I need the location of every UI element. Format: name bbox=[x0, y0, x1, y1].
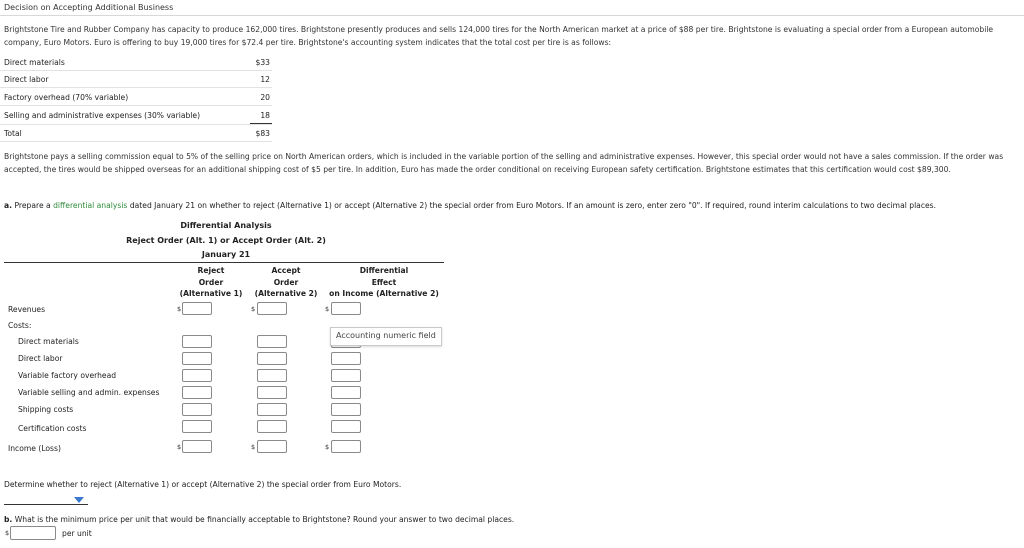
part-b-text: What is the minimum price per unit that would be financially acceptable to Brightstone? Round your answer to two decimal places. bbox=[14, 515, 515, 524]
differential-analysis-link[interactable]: differential analysis bbox=[53, 201, 128, 210]
analysis-subheading: Reject Order (Alt. 1) or Accept Order (Alt. 2) bbox=[126, 236, 326, 245]
currency-symbol: $ bbox=[251, 443, 256, 451]
page-title: Decision on Accepting Additional Business bbox=[4, 3, 174, 12]
header-line: Effect bbox=[371, 277, 397, 287]
currency-symbol: $ bbox=[177, 305, 182, 313]
minimum-price-input[interactable] bbox=[10, 526, 56, 540]
direct-labor-reject-input[interactable] bbox=[182, 352, 212, 365]
variable-factory-overhead-accept-input[interactable] bbox=[257, 369, 287, 382]
part-b-question bbox=[4, 515, 514, 524]
revenues-accept-input[interactable] bbox=[257, 302, 287, 315]
income-differential-input[interactable] bbox=[331, 440, 361, 453]
header-line: (Alternative 2) bbox=[254, 289, 318, 298]
table-top-rule bbox=[4, 262, 444, 263]
header-line: Reject bbox=[197, 266, 225, 275]
column-header-reject bbox=[172, 265, 250, 300]
direct-materials-accept-input[interactable] bbox=[257, 335, 287, 348]
analysis-date: January 21 bbox=[201, 250, 251, 259]
header-line: Order bbox=[198, 277, 224, 287]
currency-symbol: $ bbox=[5, 529, 10, 537]
certification-costs-reject-input[interactable] bbox=[182, 420, 212, 433]
title-divider bbox=[0, 15, 1024, 16]
row-divider bbox=[0, 141, 272, 142]
decision-dropdown[interactable] bbox=[4, 494, 88, 505]
row-label-direct-materials: Direct materials bbox=[18, 337, 79, 346]
row-label-costs: Costs: bbox=[8, 321, 32, 330]
row-divider bbox=[0, 124, 272, 125]
row-label-variable-selling-admin: Variable selling and admin. expenses bbox=[18, 388, 160, 397]
shipping-costs-reject-input[interactable] bbox=[182, 403, 212, 416]
cost-label: Selling and administrative expenses (30% variable) bbox=[4, 111, 201, 120]
direct-labor-accept-input[interactable] bbox=[257, 352, 287, 365]
variable-selling-admin-reject-input[interactable] bbox=[182, 386, 212, 399]
cost-value: $83 bbox=[255, 129, 270, 138]
currency-symbol: $ bbox=[325, 305, 330, 313]
column-header-differential bbox=[322, 265, 446, 300]
numeric-field-tooltip: Accounting numeric field bbox=[330, 327, 442, 346]
cost-value: 12 bbox=[260, 75, 270, 84]
direct-labor-differential-input[interactable] bbox=[331, 352, 361, 365]
shipping-costs-accept-input[interactable] bbox=[257, 403, 287, 416]
income-reject-input[interactable] bbox=[182, 440, 212, 453]
row-label-variable-factory-overhead: Variable factory overhead bbox=[18, 371, 117, 380]
variable-factory-overhead-differential-input[interactable] bbox=[331, 369, 361, 382]
cost-label: Direct materials bbox=[4, 58, 65, 67]
direct-materials-reject-input[interactable] bbox=[182, 335, 212, 348]
cost-label: Factory overhead (70% variable) bbox=[4, 93, 129, 102]
per-unit-label: per unit bbox=[62, 529, 92, 538]
row-divider bbox=[0, 87, 272, 88]
currency-symbol: $ bbox=[177, 443, 182, 451]
row-divider bbox=[0, 70, 272, 71]
part-a-instructions bbox=[4, 201, 936, 210]
variable-selling-admin-differential-input[interactable] bbox=[331, 386, 361, 399]
part-a-text-before: Prepare a bbox=[14, 201, 51, 210]
part-a-prefix: a. bbox=[4, 201, 13, 210]
cost-value: 20 bbox=[260, 93, 270, 102]
row-label-revenues: Revenues bbox=[8, 305, 46, 314]
decision-prompt: Determine whether to reject (Alternative 1) or accept (Alternative 2) the special order from Euro Motors. bbox=[4, 480, 402, 489]
row-label-shipping-costs: Shipping costs bbox=[18, 405, 74, 414]
header-line: Accept bbox=[271, 266, 301, 275]
cost-value: 18 bbox=[260, 111, 270, 120]
revenues-reject-input[interactable] bbox=[182, 302, 212, 315]
header-line: Order bbox=[273, 277, 299, 287]
chevron-down-icon bbox=[74, 497, 84, 503]
header-line: on Income (Alternative 2) bbox=[329, 289, 439, 298]
variable-selling-admin-accept-input[interactable] bbox=[257, 386, 287, 399]
shipping-costs-differential-input[interactable] bbox=[331, 403, 361, 416]
currency-symbol: $ bbox=[325, 443, 330, 451]
row-label-certification-costs: Certification costs bbox=[18, 424, 87, 433]
part-a-text-after: dated January 21 on whether to reject (Alternative 1) or accept (Alternative 2) the special order from Euro Motors. If an amount is zero, enter zero "0". If required, round interim calculations to two decimal places. bbox=[129, 201, 937, 210]
column-header-accept bbox=[248, 265, 324, 300]
cost-label: Direct labor bbox=[4, 75, 49, 84]
row-label-direct-labor: Direct labor bbox=[18, 354, 63, 363]
intro-paragraph: Brightstone Tire and Rubber Company has capacity to produce 162,000 tires. Brightstone presently produces and sells 124,000 tires for the North American market at a price of $88 per tire. Brightstone is evaluating a special order from a European automobile company, Euro Motors. Euro is offering to buy 19,000 tires for $72.4 per tire. Brightstone's accounting system indicates that the total cost per tire is as follows: bbox=[4, 25, 994, 47]
variable-factory-overhead-reject-input[interactable] bbox=[182, 369, 212, 382]
header-line: Differential bbox=[359, 266, 409, 275]
income-accept-input[interactable] bbox=[257, 440, 287, 453]
currency-symbol: $ bbox=[251, 305, 256, 313]
revenues-differential-input[interactable] bbox=[331, 302, 361, 315]
header-line: (Alternative 1) bbox=[179, 289, 243, 298]
certification-costs-accept-input[interactable] bbox=[257, 420, 287, 433]
details-paragraph: Brightstone pays a selling commission equal to 5% of the selling price on North American orders, which is included in the variable portion of the selling and administrative expenses. However, this special order would not have a sales commission. If the order was accepted, the tires would be shipped overseas for an additional shipping cost of $5 per tire. In addition, Euro has made the order conditional on receiving European safety certification. Brightstone estimates that this certification would cost $89,300. bbox=[4, 152, 1004, 174]
analysis-heading: Differential Analysis bbox=[180, 221, 272, 230]
part-b-prefix: b. bbox=[4, 515, 13, 524]
certification-costs-differential-input[interactable] bbox=[331, 420, 361, 433]
row-divider bbox=[0, 105, 272, 106]
cost-value: $33 bbox=[255, 58, 270, 67]
cost-label: Total bbox=[4, 129, 22, 138]
row-label-income-loss: Income (Loss) bbox=[8, 444, 61, 453]
